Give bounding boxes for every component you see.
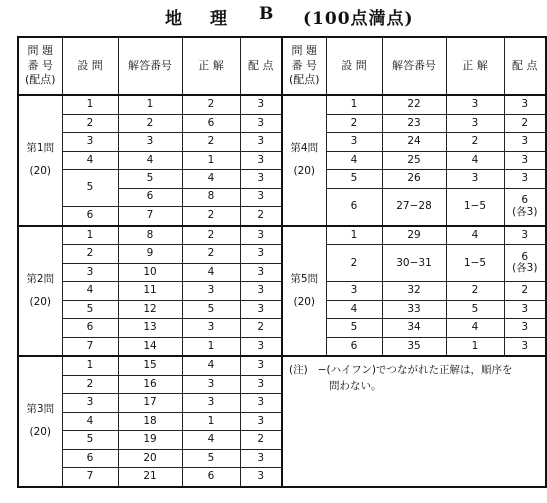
section-title: 第5問 — [290, 272, 319, 285]
cell-item: 7 — [62, 337, 118, 356]
table-row — [18, 226, 546, 245]
header-qno-line3: (配点) — [288, 73, 320, 87]
cell-points: 3 — [240, 356, 282, 375]
cell-points: 3 — [504, 300, 546, 318]
cell-points: 3 — [240, 133, 282, 151]
cell-item: 7 — [62, 468, 118, 487]
points-value: 6 — [521, 194, 529, 207]
cell-correct: 4 — [446, 151, 504, 169]
cell-points: 3 — [504, 133, 546, 151]
section-title: 第3問 — [26, 403, 55, 416]
cell-points — [504, 188, 546, 226]
cell-points: 2 — [504, 282, 546, 300]
cell-points: 3 — [240, 226, 282, 245]
points-note: (各3) — [512, 205, 538, 218]
cell-correct: 5 — [182, 449, 240, 467]
note-line-2: 問わない。 — [329, 380, 382, 393]
cell-answer-no: 7 — [118, 206, 182, 225]
cell-points: 2 — [504, 114, 546, 132]
cell-correct: 2 — [446, 282, 504, 300]
page-title — [0, 4, 520, 32]
section-label-q1 — [18, 95, 62, 226]
note-label: (注) — [289, 364, 308, 377]
header-answer-no: 解答番号 — [382, 37, 446, 95]
header-question-no — [18, 37, 62, 95]
cell-correct: 4 — [446, 226, 504, 245]
cell-answer-no: 6 — [118, 188, 182, 206]
cell-correct: 4 — [182, 170, 240, 188]
cell-points: 3 — [240, 151, 282, 169]
cell-correct: 1−5 — [446, 188, 504, 226]
cell-points: 2 — [240, 319, 282, 337]
cell-answer-no: 2 — [118, 114, 182, 132]
section-title: 第4問 — [290, 142, 319, 154]
cell-correct: 5 — [182, 300, 240, 318]
cell-correct: 4 — [182, 356, 240, 375]
cell-answer-no: 18 — [118, 412, 182, 430]
section-label-q3 — [18, 356, 62, 487]
cell-answer-no: 10 — [118, 263, 182, 281]
cell-correct: 2 — [182, 245, 240, 263]
section-label-q5 — [282, 226, 326, 357]
cell-item: 4 — [326, 151, 382, 169]
cell-item: 6 — [326, 188, 382, 226]
table-row — [18, 95, 546, 114]
cell-item: 6 — [62, 206, 118, 225]
cell-points: 3 — [240, 114, 282, 132]
cell-correct: 6 — [182, 114, 240, 132]
cell-points: 3 — [240, 412, 282, 430]
cell-correct: 3 — [182, 394, 240, 412]
section-total: (20) — [29, 165, 52, 178]
header-qno-line1: 問 題 — [27, 43, 53, 57]
cell-item: 6 — [62, 319, 118, 337]
cell-item: 4 — [62, 412, 118, 430]
cell-item: 2 — [326, 114, 382, 132]
cell-correct: 1 — [182, 337, 240, 356]
cell-item: 3 — [62, 263, 118, 281]
cell-item: 2 — [62, 375, 118, 393]
cell-correct: 1−5 — [446, 245, 504, 282]
cell-correct: 3 — [182, 375, 240, 393]
section-total: (20) — [293, 295, 316, 308]
cell-answer-no: 20 — [118, 449, 182, 467]
cell-item: 5 — [326, 170, 382, 188]
cell-item: 1 — [326, 226, 382, 245]
cell-correct: 4 — [182, 431, 240, 449]
cell-points: 3 — [240, 449, 282, 467]
cell-points: 2 — [240, 431, 282, 449]
cell-points: 3 — [240, 188, 282, 206]
cell-points: 3 — [504, 226, 546, 245]
cell-item: 6 — [62, 449, 118, 467]
cell-answer-no: 11 — [118, 282, 182, 300]
header-answer-no: 解答番号 — [118, 37, 182, 95]
cell-correct: 5 — [446, 300, 504, 318]
cell-correct: 1 — [182, 151, 240, 169]
cell-answer-no: 32 — [382, 282, 446, 300]
cell-points: 2 — [240, 206, 282, 225]
cell-item: 5 — [62, 170, 118, 207]
cell-item: 1 — [326, 95, 382, 114]
note-box — [282, 356, 546, 487]
section-title: 第2問 — [26, 272, 55, 285]
cell-answer-no: 8 — [118, 226, 182, 245]
section-total: (20) — [29, 426, 52, 439]
section-title: 第1問 — [26, 142, 55, 154]
cell-answer-no: 17 — [118, 394, 182, 412]
cell-points: 3 — [504, 337, 546, 356]
cell-answer-no: 9 — [118, 245, 182, 263]
cell-answer-no: 34 — [382, 319, 446, 337]
cell-item: 4 — [62, 151, 118, 169]
cell-item: 4 — [326, 300, 382, 318]
cell-points: 3 — [240, 337, 282, 356]
section-label-q4 — [282, 95, 326, 226]
title-part-1: 地 — [165, 9, 183, 29]
header-points: 配 点 — [240, 37, 282, 95]
cell-item: 1 — [62, 226, 118, 245]
cell-correct: 6 — [182, 468, 240, 487]
cell-correct: 3 — [446, 170, 504, 188]
cell-points: 3 — [240, 170, 282, 188]
cell-correct: 2 — [182, 133, 240, 151]
cell-item: 4 — [62, 282, 118, 300]
cell-correct: 3 — [182, 282, 240, 300]
section-total: (20) — [293, 165, 316, 178]
header-correct: 正 解 — [182, 37, 240, 95]
cell-points: 3 — [504, 319, 546, 337]
cell-points: 3 — [240, 375, 282, 393]
table-row — [18, 356, 546, 375]
header-row — [18, 37, 546, 95]
cell-answer-no: 30−31 — [382, 245, 446, 282]
cell-answer-no: 22 — [382, 95, 446, 114]
header-qno-line2: 番 号 — [291, 58, 317, 72]
cell-item: 3 — [62, 394, 118, 412]
points-note: (各3) — [512, 262, 538, 275]
cell-points: 3 — [240, 282, 282, 300]
cell-answer-no: 12 — [118, 300, 182, 318]
cell-correct: 3 — [182, 319, 240, 337]
cell-answer-no: 19 — [118, 431, 182, 449]
cell-answer-no: 5 — [118, 170, 182, 188]
cell-correct: 2 — [182, 95, 240, 114]
cell-item: 3 — [326, 282, 382, 300]
cell-correct: 3 — [446, 114, 504, 132]
cell-item: 5 — [62, 300, 118, 318]
note-line-1: −(ハイフン)でつながれた正解は，順序を — [317, 364, 513, 377]
cell-points: 3 — [240, 95, 282, 114]
cell-correct: 3 — [446, 95, 504, 114]
header-item: 設 問 — [62, 37, 118, 95]
header-qno-line3: (配点) — [24, 73, 56, 87]
cell-answer-no: 29 — [382, 226, 446, 245]
cell-item: 6 — [326, 337, 382, 356]
cell-answer-no: 35 — [382, 337, 446, 356]
header-qno-line1: 問 題 — [291, 43, 317, 57]
cell-correct: 2 — [446, 133, 504, 151]
cell-points: 3 — [240, 468, 282, 487]
cell-item: 2 — [62, 245, 118, 263]
header-correct: 正 解 — [446, 37, 504, 95]
cell-answer-no: 27−28 — [382, 188, 446, 226]
cell-points: 3 — [504, 170, 546, 188]
header-qno-line2: 番 号 — [27, 58, 53, 72]
cell-correct: 1 — [446, 337, 504, 356]
cell-item: 1 — [62, 356, 118, 375]
cell-correct: 8 — [182, 188, 240, 206]
cell-answer-no: 25 — [382, 151, 446, 169]
header-question-no — [282, 37, 326, 95]
title-part-3: B — [259, 4, 275, 24]
cell-answer-no: 16 — [118, 375, 182, 393]
cell-answer-no: 24 — [382, 133, 446, 151]
cell-correct: 2 — [182, 226, 240, 245]
title-part-4: (100点満点) — [303, 9, 414, 29]
cell-item: 5 — [326, 319, 382, 337]
cell-points: 3 — [240, 263, 282, 281]
cell-correct: 4 — [182, 263, 240, 281]
cell-answer-no: 21 — [118, 468, 182, 487]
cell-answer-no: 26 — [382, 170, 446, 188]
cell-item: 3 — [62, 133, 118, 151]
cell-correct: 4 — [446, 319, 504, 337]
points-value: 6 — [521, 250, 529, 263]
cell-answer-no: 14 — [118, 337, 182, 356]
cell-answer-no: 3 — [118, 133, 182, 151]
cell-item: 2 — [62, 114, 118, 132]
cell-points: 3 — [504, 95, 546, 114]
title-part-2: 理 — [210, 9, 228, 29]
section-label-q2 — [18, 226, 62, 357]
cell-correct: 1 — [182, 412, 240, 430]
section-total: (20) — [29, 295, 52, 308]
cell-points: 3 — [504, 151, 546, 169]
cell-answer-no: 1 — [118, 95, 182, 114]
cell-item: 5 — [62, 431, 118, 449]
cell-answer-no: 23 — [382, 114, 446, 132]
cell-points: 3 — [240, 245, 282, 263]
header-points: 配 点 — [504, 37, 546, 95]
cell-points: 3 — [240, 300, 282, 318]
cell-answer-no: 4 — [118, 151, 182, 169]
cell-answer-no: 15 — [118, 356, 182, 375]
answer-table — [17, 36, 547, 488]
cell-answer-no: 13 — [118, 319, 182, 337]
cell-points — [504, 245, 546, 282]
header-item: 設 問 — [326, 37, 382, 95]
cell-item: 2 — [326, 245, 382, 282]
cell-correct: 2 — [182, 206, 240, 225]
cell-points: 3 — [240, 394, 282, 412]
cell-item: 3 — [326, 133, 382, 151]
cell-item: 1 — [62, 95, 118, 114]
cell-answer-no: 33 — [382, 300, 446, 318]
